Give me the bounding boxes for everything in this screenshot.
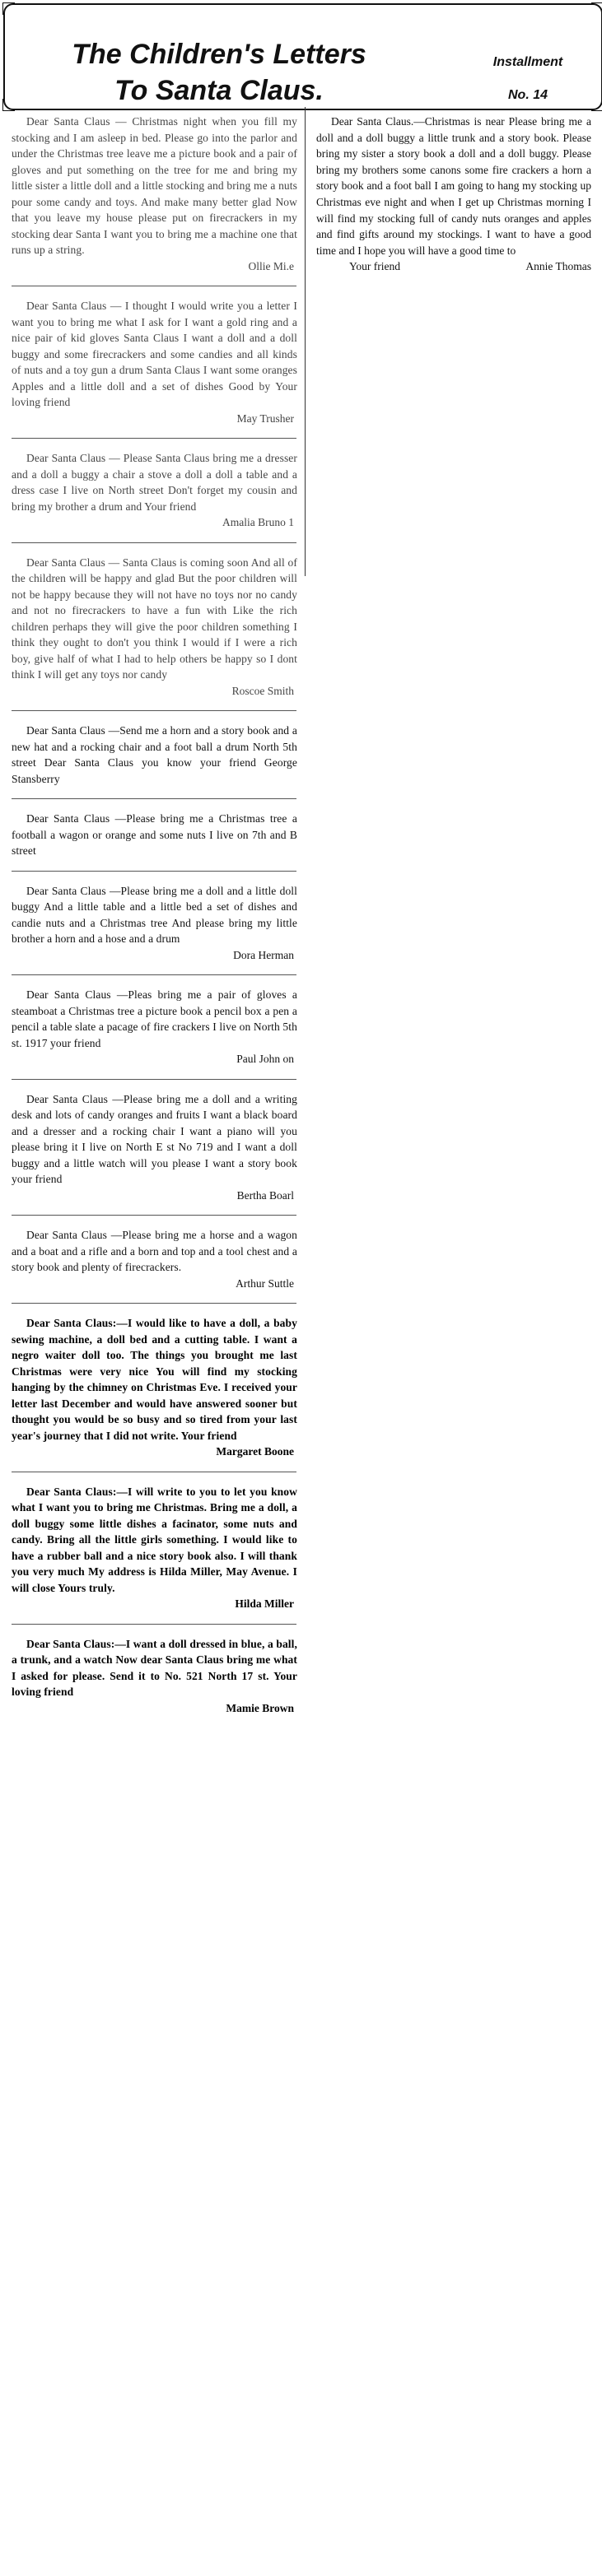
- letter-separator-rule: [12, 798, 296, 799]
- letter-body: Dear Santa Claus — Christmas night when you fill my stocking and I am asleep in bed. Please go into the parlor and under the Christmas tree leave me a picture book and a pair of gloves and put something on the tree for me and bring my little sister a little doll and a little stocking and bring me a nuts pour some candy and toys. And make many better glad Now that you leave my house please put on firecrackers in my stocking dear Santa I want you to bring me a machine one that runs up a string.: [12, 115, 297, 256]
- letter-body: Dear Santa Claus —Please bring me a horse and a wagon and a boat and a rifle and a born and top and a tool chest and a story book and plenty of firecrackers.: [12, 1229, 297, 1273]
- letter-separator-rule: [12, 871, 296, 872]
- letter-separator-rule: [12, 1079, 296, 1080]
- installment-label: Installment: [492, 55, 563, 69]
- letter-body: Dear Santa Claus — Santa Claus is coming soon And all of the children will be happy and glad But the poor children will not be happy because they will not have no toys nor no candy and not no firecrackers to have a fun with Like the rich children perhaps they will give the poor children something I think they ought to don't you think I would if I were a rich boy, give half of what I had to help others be happy so I dont think I will get any toys nor candy: [12, 556, 297, 681]
- letter: [12, 1636, 297, 1717]
- letter-body: Dear Santa Claus — Please Santa Claus bring me a dresser and a doll a buggy a chair a stove a doll a doll a table and a dress case I live on North street Don't forget my cousin and bring my brother a drum and Your friend: [12, 452, 297, 513]
- right-column: [316, 114, 591, 286]
- left-column: [12, 114, 297, 1727]
- letter: [12, 1315, 297, 1460]
- letter-signature: Ollie Mi.e: [248, 259, 294, 272]
- letter: [12, 1484, 297, 1612]
- letter-body: Dear Santa Claus —Send me a horn and a story book and a new hat and a rocking chair and a foot ball a drum North 5th street Dear Santa Claus you know your friend George Stansberry: [12, 724, 297, 785]
- letter-body: Dear Santa Claus:—I will write to you to let you know what I want you to bring me Christmas. Bring me a doll, a doll buggy some little dishes a facinator, some nuts and candy. Bring all the little girls something. I would like to have a rubber ball and a nice story book also. I will thank you very much My address is Hilda Miller, May Avenue. I will close Yours truly.: [12, 1485, 297, 1594]
- letter-separator-rule: [12, 974, 296, 975]
- letter: [12, 114, 297, 274]
- installment-box: [462, 46, 594, 112]
- letter-signature: Bertha Boarl: [236, 1188, 294, 1202]
- letter-separator-rule: [12, 1624, 296, 1625]
- letter-signature: Dora Herman: [233, 948, 294, 961]
- letter-signoff: [316, 258, 591, 275]
- letter-separator-rule: [12, 710, 296, 711]
- letter: [12, 1227, 297, 1291]
- letter-signature: Amalia Bruno 1: [222, 516, 294, 528]
- letter: [12, 987, 297, 1067]
- letter-signature: Mamie Brown: [226, 1701, 294, 1714]
- letter: [12, 811, 297, 859]
- letter: [12, 1091, 297, 1204]
- letter-signature: Arthur Suttle: [236, 1276, 294, 1290]
- column-divider: [305, 107, 306, 576]
- letter: [12, 883, 297, 964]
- letter-signature: May Trusher: [236, 412, 294, 425]
- letter-separator-rule: [12, 438, 296, 439]
- letter-body: Dear Santa Claus — I thought I would write you a letter I want you to bring me what I ask for I want a gold ring and a nice pair of kid gloves Santa Claus I want a doll and a doll buggy and some firecrackers and some candies and all kinds of nuts and a toy gun a drum Santa Claus I want some oranges Apples and a little doll and a set of dishes Good by Your loving friend: [12, 300, 297, 408]
- letter-body: Dear Santa Claus.—Christmas is near Please bring me a doll and a doll buggy a little trunk and a story book. Please bring my sister a story book a doll and a doll buggy. Please bring my brothers some canons some fire crackers a horn a story book and a foot ball I am going to hang my stocking up Christmas eve night and when I get up Christmas morning I will find my stocking full of candy nuts oranges and apples and find gifts around my stockings. I want to have a good time and I hope you will have a good time to: [316, 115, 591, 257]
- letter-signature: Margaret Boone: [216, 1445, 294, 1458]
- letter-body: Dear Santa Claus —Please bring me a doll and a writing desk and lots of candy oranges and fruits I want a black board and a dresser and a rocking chair I want a piano will you please bring it I live on North E st No 719 and I want a doll buggy and a little watch will you please I want a story book your friend: [12, 1092, 297, 1185]
- letter-separator-rule: [12, 542, 296, 543]
- letter: [316, 114, 591, 275]
- installment-number: No. 14: [507, 88, 548, 102]
- header-corner-ornament: [591, 2, 602, 15]
- letter-body: Dear Santa Claus:—I would like to have a doll, a baby sewing machine, a doll bed and a cutting table. I want a negro waiter doll too. The things you brought me last Christmas were very nice You will find my stocking hanging by the chimney on Christmas Eve. I received your letter last December and would have answered sooner but thought you would be so busy and so tired from your last year's journey that I did not write. Your friend: [12, 1317, 297, 1442]
- letter: [12, 298, 297, 426]
- letter-separator-rule: [12, 1215, 296, 1216]
- letter-body: Dear Santa Claus —Please bring me a Christmas tree a football a wagon or orange and some nuts I live on 7th and B street: [12, 812, 297, 857]
- letter: [12, 450, 297, 531]
- letter-signature: Paul John on: [236, 1053, 294, 1065]
- header-corner-ornament: [2, 99, 15, 111]
- letter-signature: Annie Thomas: [525, 260, 591, 273]
- letter-closing: Your friend: [349, 260, 401, 273]
- letter-body: Dear Santa Claus —Pleas bring me a pair of gloves a steamboat a Christmas tree a picture book a pencil box a pen a pencil a table slate a pacage of fire crackers I live on North 5th st. 1917 your friend: [12, 988, 297, 1049]
- letter-signature: Hilda Miller: [235, 1597, 294, 1610]
- letter-body: Dear Santa Claus —Please bring me a doll and a little doll buggy And a little table and a little bed a set of dishes and candie nuts and a Christmas tree And please bring my little brother a horn and a hose and a drum: [12, 884, 297, 945]
- letter-separator-rule: [12, 1303, 296, 1304]
- letter: [12, 723, 297, 787]
- headline: The Children's Letters To Santa Claus.: [72, 39, 366, 106]
- letter-signature: Roscoe Smith: [231, 684, 294, 697]
- letter-body: Dear Santa Claus:—I want a doll dressed in blue, a ball, a trunk, and a watch Now dear Santa Claus bring me what I asked for please. Send it to No. 521 North 17 st. Your loving friend: [12, 1637, 297, 1698]
- column-header-box: [3, 3, 602, 110]
- header-corner-ornament: [2, 2, 15, 15]
- letter: [12, 555, 297, 700]
